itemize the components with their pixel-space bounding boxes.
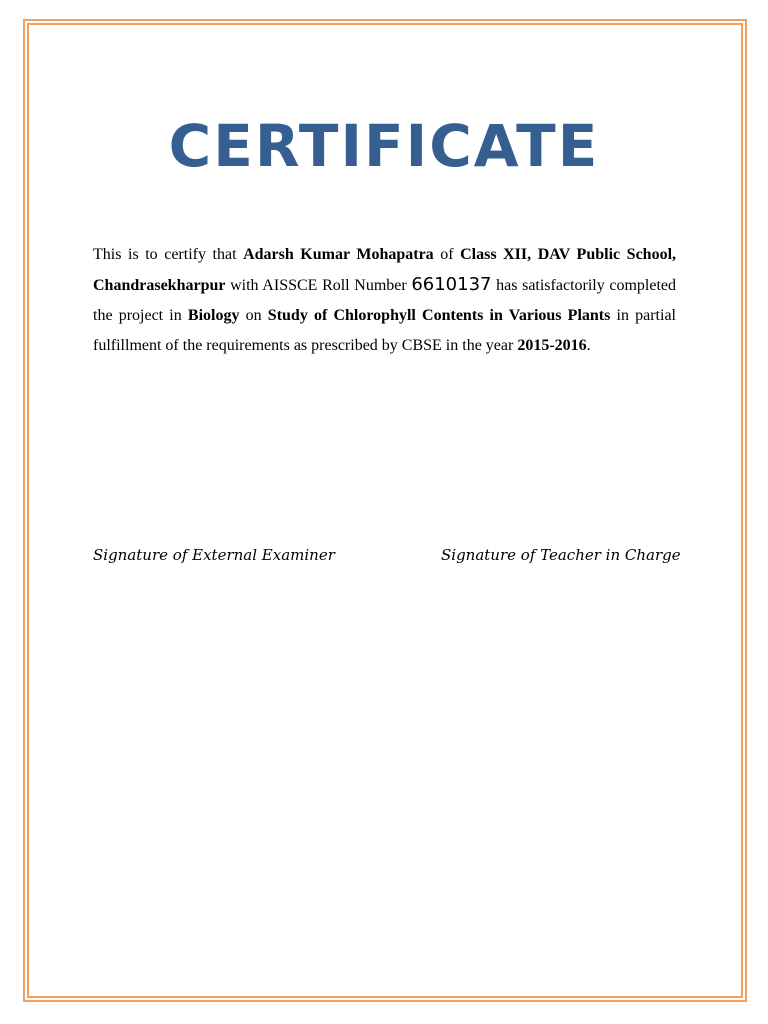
class-school: Class XII, DAV Public School, Chandrasekharpur bbox=[93, 246, 677, 294]
certificate-title: CERTIFICATE bbox=[168, 112, 600, 180]
body-text-completed: has satisfactorily completed the project in bbox=[93, 277, 677, 324]
body-text-on: on bbox=[239, 307, 268, 324]
certificate-body bbox=[93, 240, 676, 361]
signature-teacher-in-charge: Signature of Teacher in Charge bbox=[441, 546, 681, 564]
body-text-roll-label: with AISSCE Roll Number bbox=[225, 277, 412, 294]
student-name: Adarsh Kumar Mohapatra bbox=[243, 246, 434, 263]
body-text-intro: This is to certify that bbox=[93, 246, 244, 263]
body-text-end: . bbox=[586, 337, 591, 354]
signature-external-examiner: Signature of External Examiner bbox=[93, 546, 335, 564]
subject: Biology bbox=[187, 307, 240, 324]
body-text-fulfillment: in partial fulfillment of the requirements as prescribed by CBSE in the year bbox=[93, 307, 676, 354]
academic-year: 2015-2016 bbox=[517, 337, 587, 354]
body-text-of: of bbox=[433, 246, 461, 263]
project-title: Study of Chlorophyll Contents in Various Plants bbox=[267, 307, 611, 324]
roll-number: 6610137 bbox=[411, 274, 492, 295]
